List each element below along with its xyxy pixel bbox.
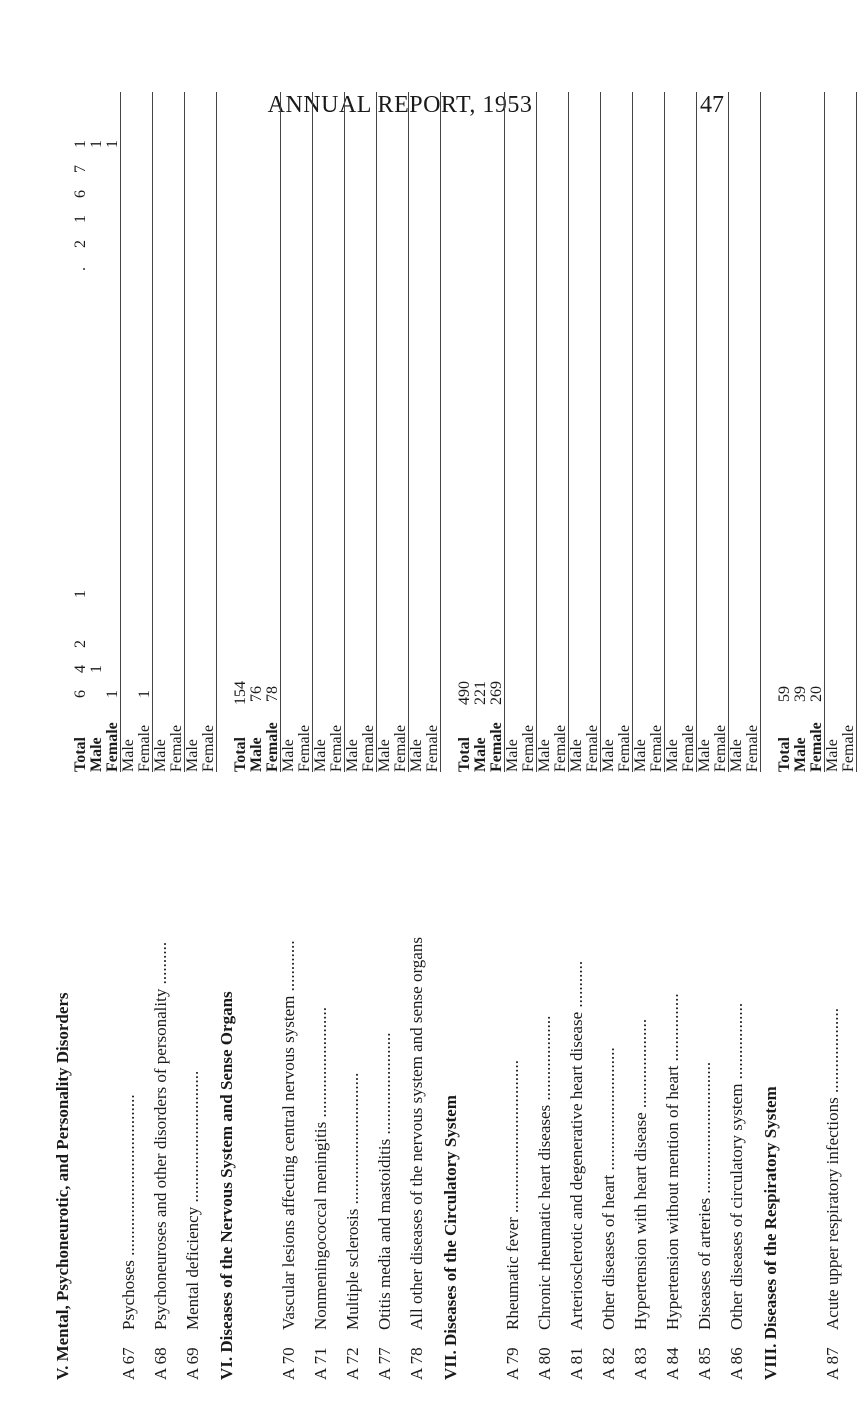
row-sex-label: Female [616,724,633,772]
row-code: A 86 [727,1347,746,1380]
row-sex-label: Female [648,724,665,772]
row-code: A 87 [823,1347,842,1380]
row-code: A 70 [279,1347,298,1380]
row-cause-label: Acute upper respiratory infections .................... [823,1008,842,1330]
row-sex-label: Female [168,724,185,772]
row-sex-label: Female [584,724,601,772]
cell-value: 20 [808,686,825,702]
mortality-table [30,90,857,1390]
row-sex-label: Total [72,737,89,772]
cell-value: 59 [776,686,793,702]
row-sex-label: Male [152,739,169,772]
section-heading-label: VIII. Diseases of the Respiratory System [761,1086,780,1380]
row-cause-label: Hypertension without mention of heart ................ [663,993,682,1330]
row-sex-label: Female [424,724,441,772]
row-sex-label: Male [376,739,393,772]
row-code: A 84 [663,1347,682,1380]
row-cause-label: Arteriosclerotic and degenerative heart disease ........... [567,960,586,1330]
row-cause-label: Psychoses ...................................... [119,1094,138,1330]
row-sex-label: Female [104,722,121,772]
row-cause-label: All other diseases of the nervous system and sense organs [407,937,426,1330]
cell-value: 1 [72,140,89,148]
cell-value: 1 [72,215,89,223]
row-sex-label: Total [776,737,793,772]
row-code: A 78 [407,1347,426,1380]
row-cause-label: Other diseases of circulatory system .................. [727,1002,746,1330]
row-code: A 81 [567,1347,586,1380]
row-code: A 82 [599,1347,618,1380]
row-code: A 83 [631,1347,650,1380]
row-cause-label: Mental deficiency ............................... [183,1070,202,1330]
row-code: A 85 [695,1347,714,1380]
row-sex-label: Female [680,724,697,772]
cell-value: 39 [792,686,809,702]
row-cause-label: Vascular lesions affecting central nervous system ............ [279,940,298,1330]
section-heading-label: VI. Diseases of the Nervous System and Sense Organs [217,991,236,1380]
row-sex-label: Female [360,724,377,772]
row-sex-label: Male [568,739,585,772]
row-sex-label: Male [472,737,489,772]
row-code: A 69 [183,1347,202,1380]
row-sex-label: Female [712,724,729,772]
row-cause-label: Multiple sclerosis ............................... [343,1072,362,1330]
cell-value: 1 [104,690,121,698]
row-sex-label: Male [120,739,137,772]
row-code: A 77 [375,1347,394,1380]
cell-value: 2 [72,640,89,648]
row-sex-label: Male [600,739,617,772]
row-sex-label: Male [664,739,681,772]
row-sex-label: Female [296,724,313,772]
row-sex-label: Male [312,739,329,772]
cell-value: 221 [472,681,489,705]
cell-value: 2 [72,240,89,248]
row-code: A 72 [343,1347,362,1380]
row-sex-label: Female [808,722,825,772]
row-sex-label: Female [200,724,217,772]
row-sex-label: Male [248,737,265,772]
row-cause-label: Hypertension with heart disease ..................... [631,1018,650,1330]
row-sex-label: Total [456,737,473,772]
row-sex-label: Female [840,724,857,772]
row-sex-label: Male [792,737,809,772]
row-cause-label: Nonmeningococcal meningitis .......................... [311,1007,330,1330]
row-sex-label: Male [280,739,297,772]
cell-value: 4 [72,665,89,673]
row-code: A 80 [535,1347,554,1380]
row-sex-label: Female [488,722,505,772]
section-heading-label: VII. Diseases of the Circulatory System [441,1095,460,1380]
row-sex-label: Female [136,724,153,772]
row-code: A 68 [151,1347,170,1380]
row-code: A 79 [503,1347,522,1380]
row-sex-label: Male [536,739,553,772]
row-cause-label: Diseases of arteries ............................... [695,1061,714,1330]
row-sex-label: Male [344,739,361,772]
cell-value: 1 [72,590,89,598]
row-divider [856,92,857,772]
row-sex-label: Male [632,739,649,772]
cell-value: 6 [72,690,89,698]
row-cause-label: Rheumatic fever .................................... [503,1059,522,1330]
cell-value: 1 [88,665,105,673]
cell-value: 269 [488,681,505,705]
row-sex-label: Male [88,737,105,772]
cell-value: . [72,267,89,271]
cell-value: 1 [136,690,153,698]
row-code: A 71 [311,1347,330,1380]
row-sex-label: Female [520,724,537,772]
cell-value: 1 [88,140,105,148]
row-sex-label: Male [728,739,745,772]
row-cause-label: Psychoneuroses and other disorders of personality .......... [151,941,170,1330]
row-code: A 67 [119,1347,138,1380]
cell-value: 6 [72,190,89,198]
row-sex-label: Male [408,739,425,772]
cell-value: 490 [456,681,473,705]
cell-value: 1 [104,140,121,148]
row-sex-label: Male [696,739,713,772]
row-sex-label: Male [504,739,521,772]
report-title: ANNUAL REPORT, 1953 [267,92,533,118]
cell-value: 154 [232,681,249,705]
row-sex-label: Female [392,724,409,772]
page-number: 47 [700,92,724,118]
row-sex-label: Female [552,724,569,772]
row-sex-label: Female [264,722,281,772]
row-sex-label: Total [232,737,249,772]
section-heading-label: V. Mental, Psychoneurotic, and Personality Disorders [53,992,72,1380]
row-sex-label: Female [328,724,345,772]
row-cause-label: Other diseases of heart ............................. [599,1047,618,1330]
row-cause-label: Chronic rheumatic heart diseases .................... [535,1015,554,1330]
row-sex-label: Male [824,739,841,772]
row-sex-label: Female [744,724,761,772]
cell-value: 76 [248,686,265,702]
cell-value: 78 [264,686,281,702]
row-cause-label: Otitis media and mastoiditis ........................ [375,1032,394,1330]
cell-value: 7 [72,165,89,173]
row-sex-label: Male [184,739,201,772]
